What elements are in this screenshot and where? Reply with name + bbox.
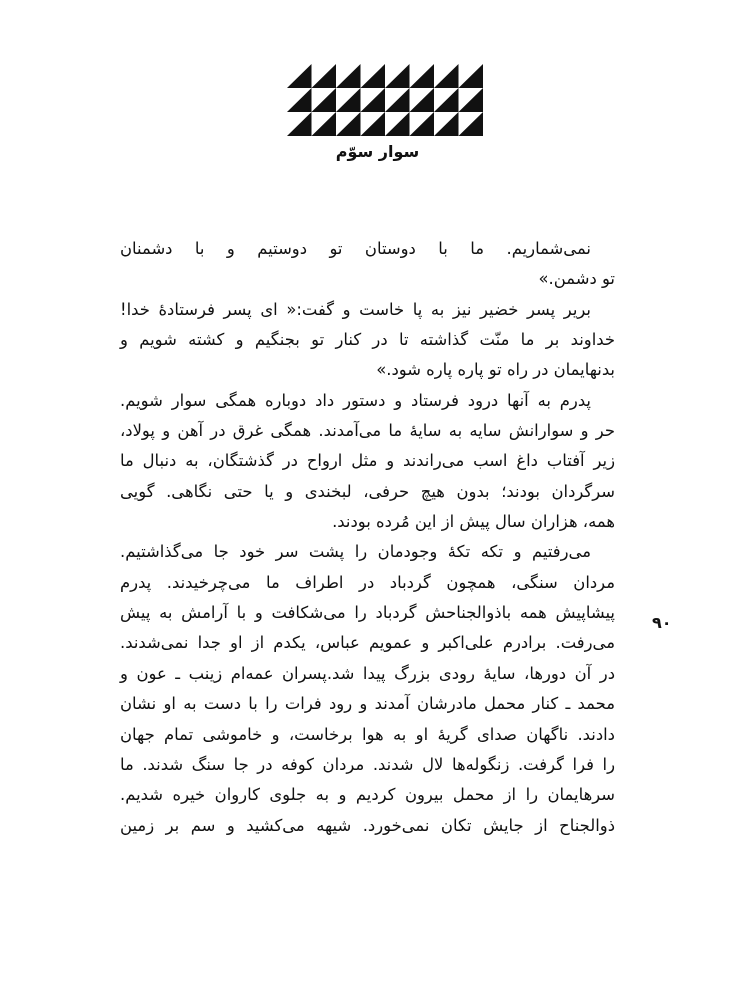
text-line: خداوند بر ما منّت گذاشته تا در کنار تو بجنگیم و کشته شویم و — [120, 330, 615, 350]
paragraph — [120, 537, 615, 840]
text-line: بریر پسر خضیر نیز به پا خاست و گفت:« ای پسر فرستادهٔ خدا! — [120, 299, 591, 319]
text-line: حر و سوارانش سایه به سایهٔ ما می‌آمدند. همگی غرق در آهن و پولاد، — [120, 421, 615, 441]
text-line: همه، هزاران سال پیش از این مُرده بودند. — [332, 512, 615, 532]
text-line: پدرم به آنها درود فرستاد و دستور داد دوباره همگی سوار شویم. — [120, 390, 591, 410]
text-line: مردان سنگی، همچون گردباد در اطراف ما می‌چرخیدند. پدرم — [120, 572, 615, 592]
body-text — [120, 234, 615, 841]
page-number: ۹۰ — [652, 613, 672, 632]
paragraph — [120, 386, 615, 538]
text-line: نمی‌شماریم. ما با دوستان تو دوستیم و با دشمنان — [120, 239, 591, 258]
text-line: سرهایمان را از محمل بیرون کردیم و به جلوی کاروان خیره شدیم. — [120, 785, 615, 805]
text-line: پیشاپیش همه باذوالجناحش گردباد را می‌شکافت و با آرامش به پیش — [120, 603, 615, 623]
text-line: تو دشمن.» — [538, 269, 615, 289]
text-line: در آن دورها، سایهٔ رودی بزرگ پیدا شد.پسران عمه‌ام زینب ـ عون و — [120, 663, 615, 683]
triangle-pattern-ornament-icon — [287, 64, 483, 136]
text-line: می‌رفتیم و تکه تکهٔ وجودمان را پشت سر خود جا می‌گذاشتیم. — [120, 542, 591, 562]
text-line: سرگردان بودند؛ بدون هیچ حرفی، لبخندی و یا حتی نگاهی. گویی — [120, 481, 615, 501]
text-line: را فرا گرفت. زنگوله‌ها لال شدند. مردان کوفه در جا سنگ شدند. ما — [120, 754, 615, 774]
chapter-title: سوار سوّم — [335, 142, 420, 161]
text-line: دادند. ناگهان صدای گریهٔ او به هوا برخاست، و خاموشی تمام جهان — [120, 724, 615, 744]
text-line: زیر آفتاب داغ اسب می‌راندند و مثل ارواح در گذشتگان، به دنبال ما — [120, 451, 615, 471]
text-line: محمد ـ کنار محمل مادرشان آمدند و رود فرات را با دست به او نشان — [120, 694, 615, 714]
paragraph — [120, 234, 615, 295]
text-line: بدنهایمان در راه تو پاره پاره شود.» — [376, 360, 615, 380]
paragraph — [120, 295, 615, 386]
text-line: ذوالجناح از جایش تکان نمی‌خورد. شیهه می‌کشید و سم بر زمین — [120, 815, 615, 835]
text-line: می‌رفت. برادرم علی‌اکبر و عمویم عباس، یکدم از او جدا نمی‌شدند. — [120, 633, 615, 653]
